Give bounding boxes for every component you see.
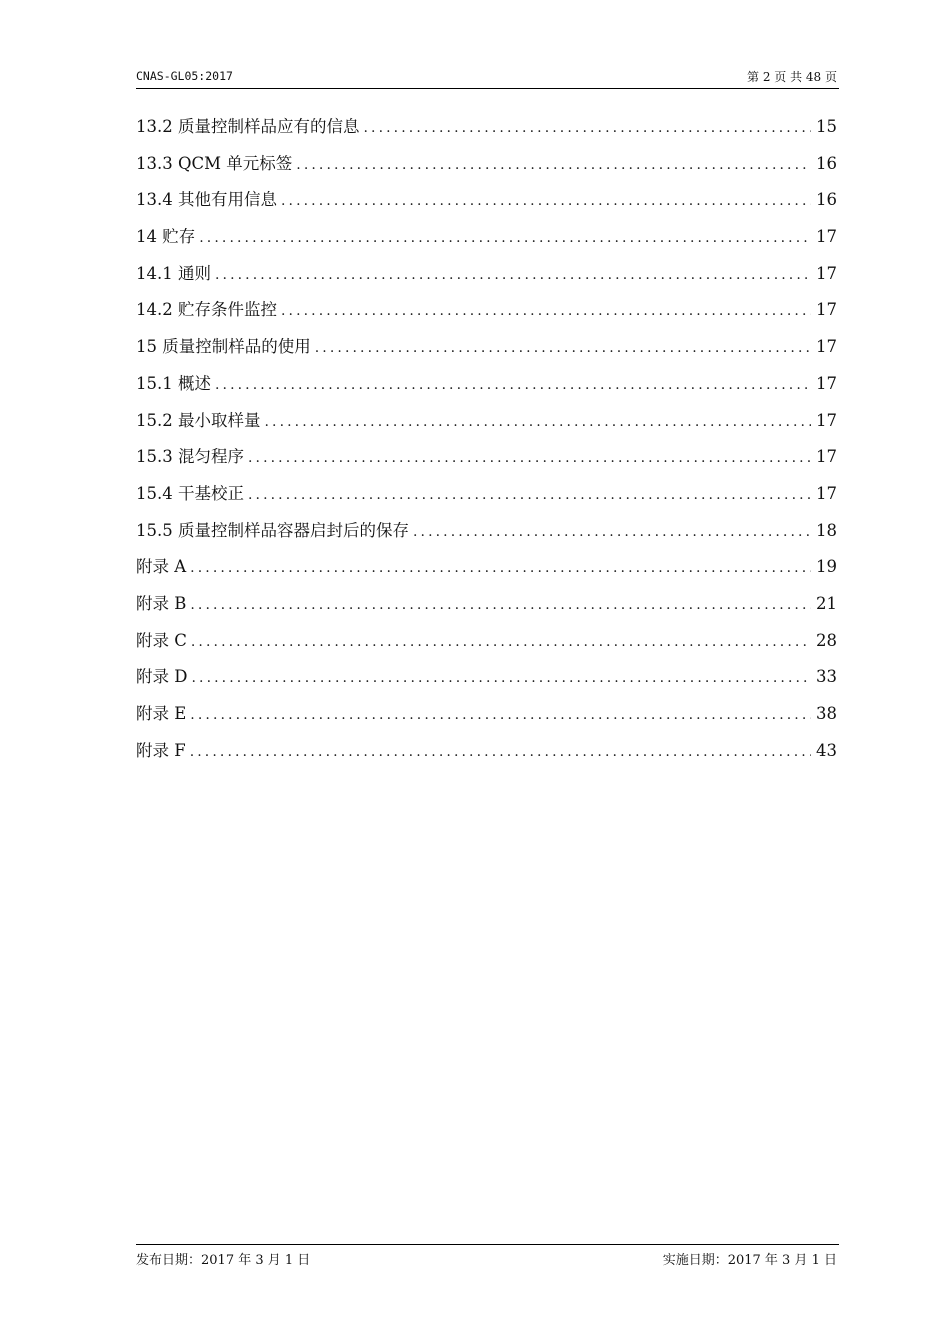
- toc-dot-leader: [248, 481, 811, 509]
- toc-entry-page-number: 17: [816, 337, 837, 357]
- toc-entry-title: 15 质量控制样品的使用: [136, 337, 311, 357]
- toc-entry-page-number: 17: [816, 373, 837, 393]
- toc-entry-title: 15.4 干基校正: [136, 483, 244, 503]
- toc-entry[interactable]: [136, 260, 837, 297]
- toc-entry-page-number: 17: [816, 410, 837, 430]
- toc-entry-title: 13.4 其他有用信息: [136, 190, 277, 210]
- toc-dot-leader: [413, 518, 811, 546]
- page-number: 第 2 页 共 48 页: [747, 70, 837, 84]
- toc-dot-leader: [190, 701, 811, 729]
- toc-dot-leader: [281, 187, 811, 215]
- toc-entry[interactable]: [136, 627, 837, 664]
- toc-dot-leader: [199, 224, 811, 252]
- toc-entry-page-number: 17: [816, 300, 837, 320]
- toc-entry[interactable]: [136, 370, 837, 407]
- toc-entry-page-number: 17: [816, 447, 837, 467]
- toc-dot-leader: [264, 408, 811, 436]
- toc-entry-title: 13.3 QCM 单元标签: [136, 153, 293, 173]
- toc-entry-title: 附录 A: [136, 557, 187, 577]
- toc-dot-leader: [191, 664, 811, 692]
- toc-entry-page-number: 17: [816, 227, 837, 247]
- toc-entry[interactable]: [136, 296, 837, 333]
- toc-entry[interactable]: [136, 150, 837, 187]
- toc-dot-leader: [248, 444, 811, 472]
- toc-dot-leader: [215, 261, 811, 289]
- toc-entry-title: 15.5 质量控制样品容器启封后的保存: [136, 520, 409, 540]
- toc-entry-page-number: 19: [816, 557, 837, 577]
- toc-entry-title: 15.2 最小取样量: [136, 410, 261, 430]
- toc-dot-leader: [190, 591, 811, 619]
- toc-entry-title: 附录 C: [136, 630, 187, 650]
- toc-dot-leader: [191, 628, 811, 656]
- toc-entry-page-number: 28: [816, 630, 837, 650]
- toc-entry-page-number: 38: [816, 704, 837, 723]
- toc-dot-leader: [190, 738, 811, 766]
- toc-entry-page-number: 21: [816, 593, 837, 613]
- toc-entry-page-number: 15: [816, 117, 837, 136]
- toc-entry-title: 附录 F: [136, 740, 186, 760]
- toc-entry-title: 15.1 概述: [136, 373, 211, 393]
- toc-entry[interactable]: [136, 663, 837, 700]
- toc-entry[interactable]: [136, 443, 837, 480]
- page-header: [136, 68, 839, 89]
- toc-entry-title: 附录 D: [136, 667, 188, 687]
- toc-entry-title: 附录 B: [136, 593, 187, 613]
- toc-entry-page-number: 17: [816, 483, 837, 503]
- toc-entry-title: 15.3 混匀程序: [136, 447, 244, 467]
- toc-entry[interactable]: [136, 737, 837, 774]
- toc-entry-page-number: 43: [816, 740, 837, 760]
- toc-entry[interactable]: [136, 553, 837, 590]
- toc-entry[interactable]: [136, 333, 837, 370]
- table-of-contents: [136, 113, 837, 773]
- toc-entry-page-number: 17: [816, 263, 837, 283]
- toc-entry-title: 附录 E: [136, 704, 187, 723]
- toc-entry[interactable]: [136, 700, 837, 737]
- toc-dot-leader: [215, 371, 811, 399]
- toc-entry[interactable]: [136, 223, 837, 260]
- toc-entry[interactable]: [136, 407, 837, 444]
- document-code: CNAS-GL05:2017: [136, 69, 233, 83]
- page-footer: [136, 1244, 839, 1269]
- toc-dot-leader: [315, 334, 811, 362]
- toc-dot-leader: [281, 297, 811, 325]
- toc-entry-title: 14.1 通则: [136, 263, 211, 283]
- toc-entry-title: 14.2 贮存条件监控: [136, 300, 277, 320]
- effective-date: 实施日期：2017 年 3 月 1 日: [662, 1253, 837, 1268]
- toc-entry-page-number: 18: [816, 520, 837, 540]
- toc-entry[interactable]: [136, 590, 837, 627]
- toc-dot-leader: [363, 114, 811, 142]
- toc-entry[interactable]: [136, 517, 837, 554]
- toc-entry-title: 13.2 质量控制样品应有的信息: [136, 117, 360, 136]
- toc-entry-page-number: 33: [816, 667, 837, 687]
- toc-entry-page-number: 16: [816, 190, 837, 210]
- toc-entry-title: 14 贮存: [136, 227, 196, 247]
- toc-entry[interactable]: [136, 186, 837, 223]
- toc-dot-leader: [296, 151, 811, 179]
- toc-entry[interactable]: [136, 480, 837, 517]
- toc-entry[interactable]: [136, 113, 837, 150]
- toc-entry-page-number: 16: [816, 153, 837, 173]
- toc-dot-leader: [190, 554, 811, 582]
- publish-date: 发布日期：2017 年 3 月 1 日: [136, 1253, 311, 1268]
